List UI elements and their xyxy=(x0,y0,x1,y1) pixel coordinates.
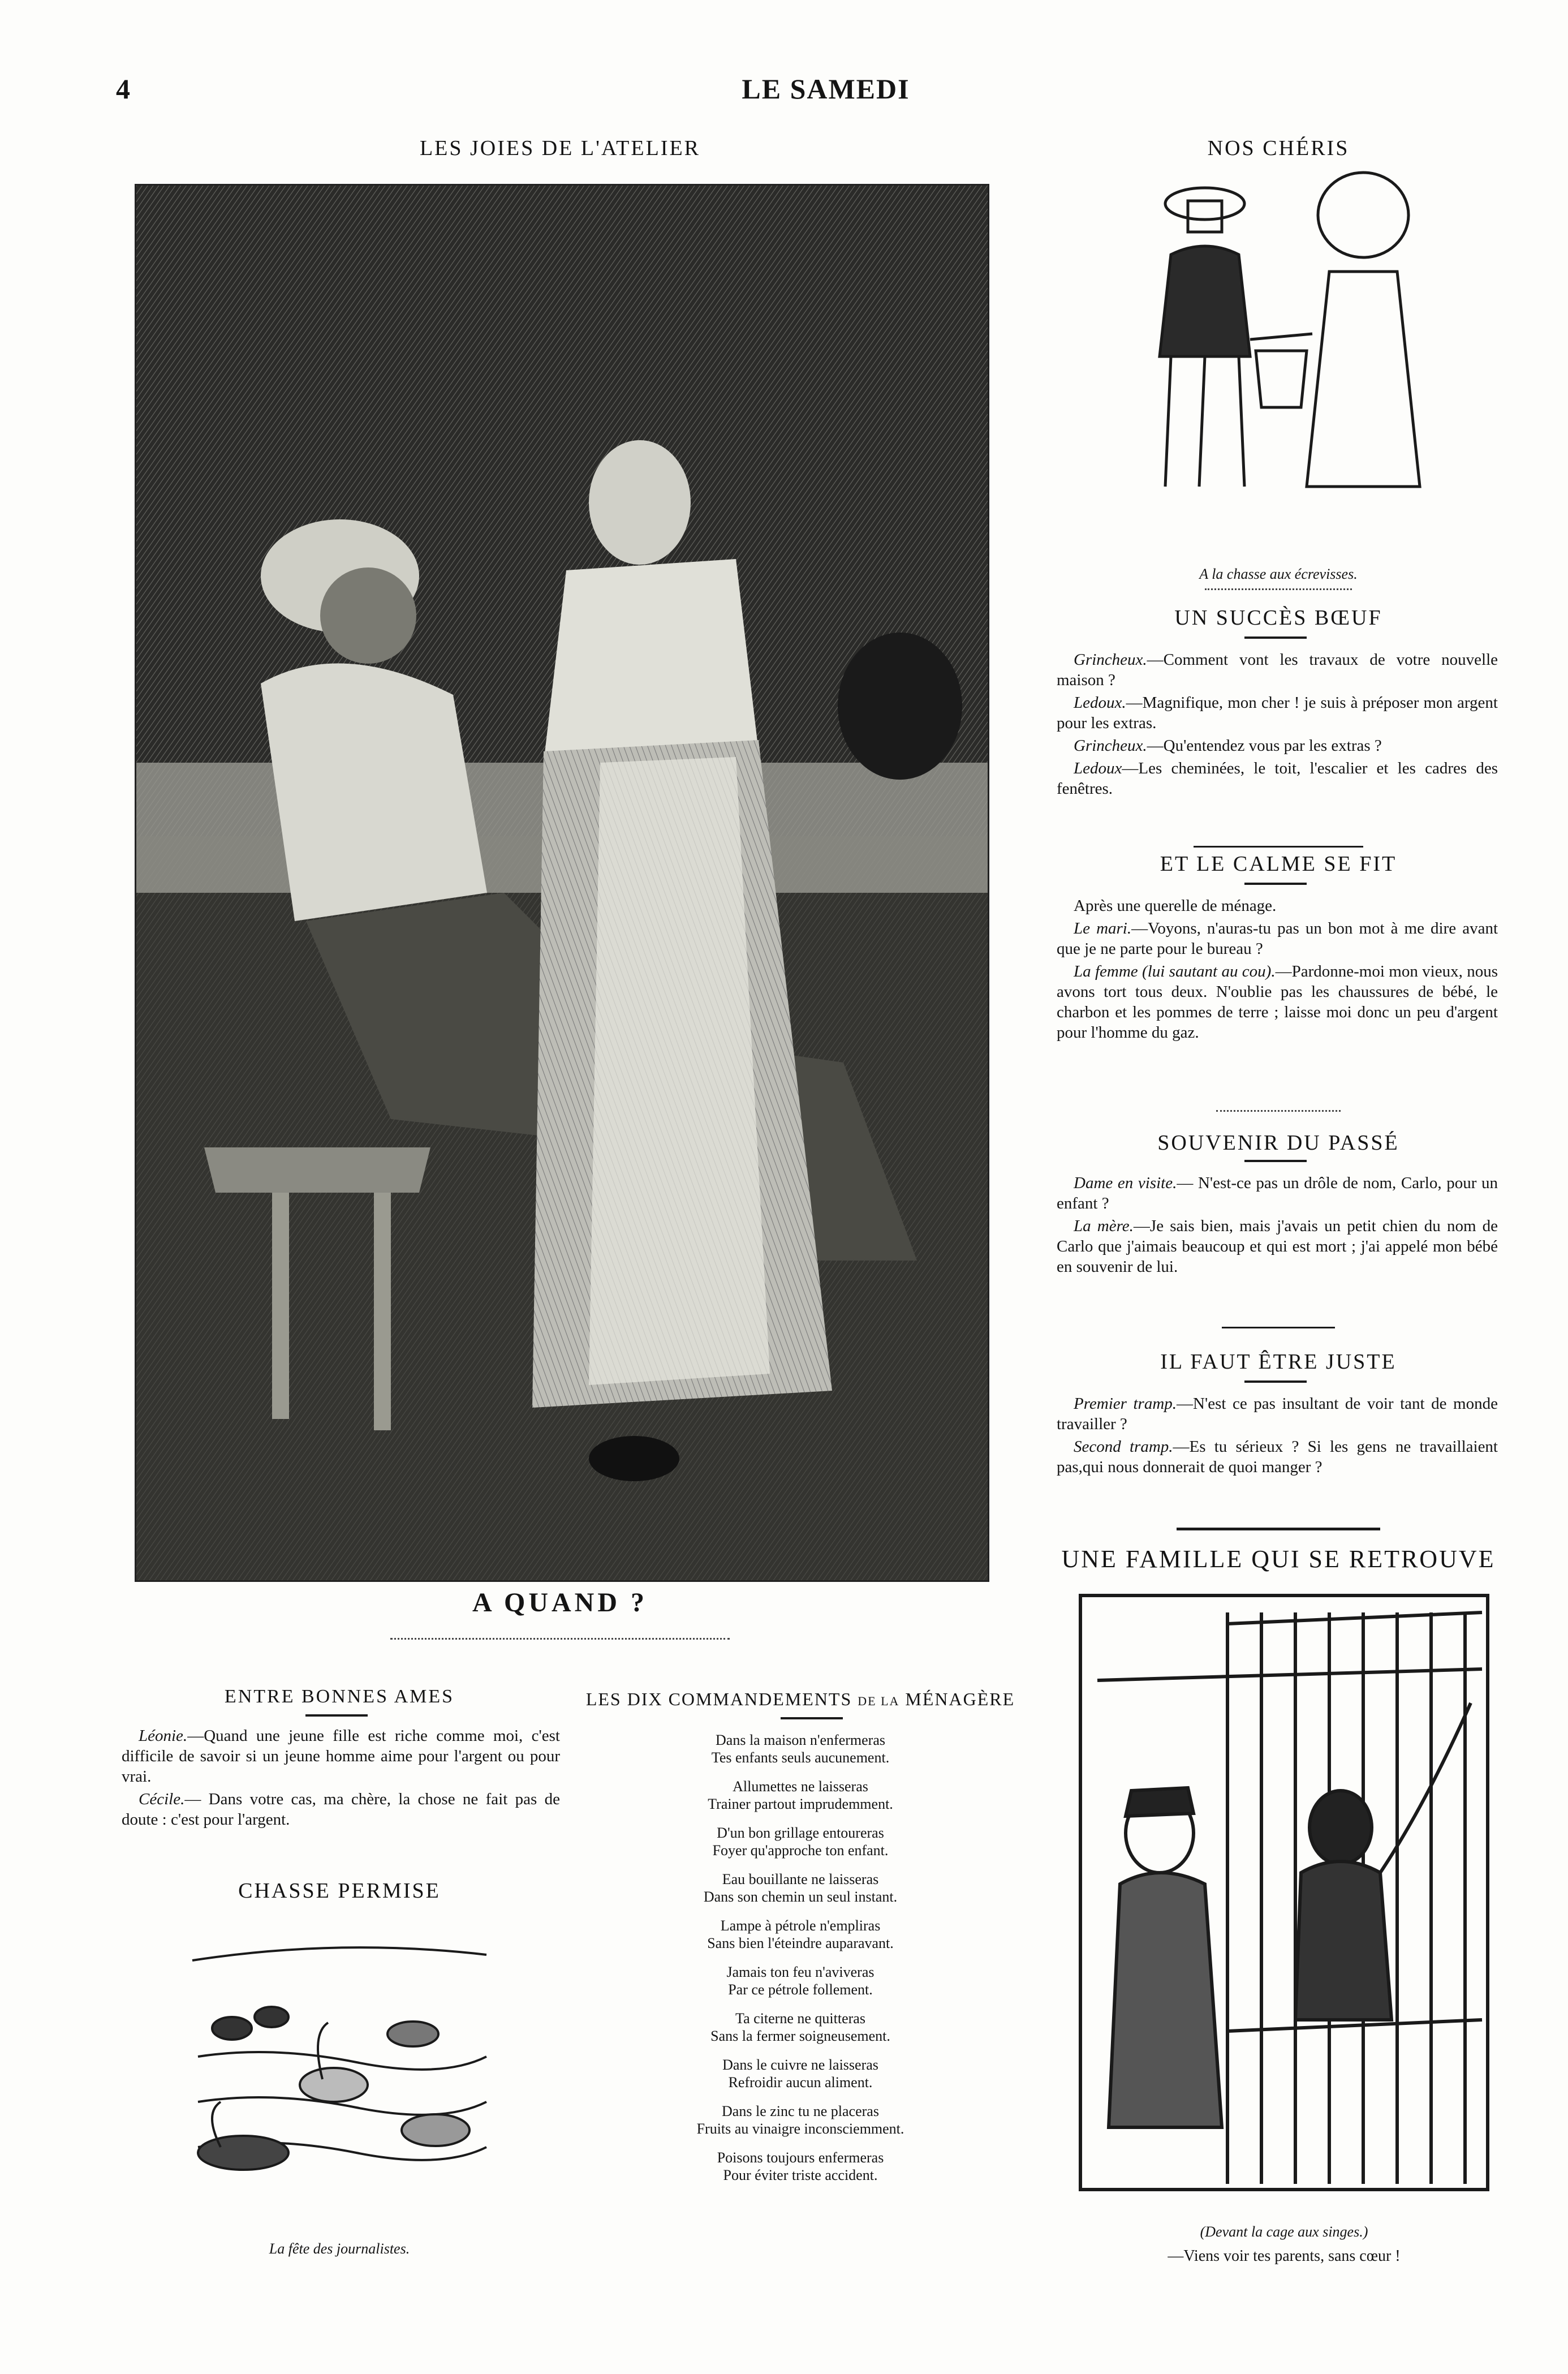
verse-line: D'un bon grillage entoureras xyxy=(717,1825,884,1841)
verse-line: Dans le cuivre ne laisseras xyxy=(722,2057,878,2073)
monkey-cage-image xyxy=(1075,1590,1493,2195)
souvenir-title: SOUVENIR DU PASSÉ xyxy=(1157,1131,1399,1155)
commandements-rule xyxy=(781,1717,843,1719)
verse-line: Dans son chemin un seul instant. xyxy=(703,1889,898,1905)
calme-title: ET LE CALME SE FIT xyxy=(1160,852,1397,876)
un-succes-rule xyxy=(1244,636,1307,639)
calme-text xyxy=(1057,896,1498,1045)
verse-line: Par ce pétrole follement. xyxy=(728,1981,873,1998)
children-illustration xyxy=(1126,170,1442,532)
famille-title: UNE FAMILLE QUI SE RETROUVE xyxy=(1061,1545,1496,1573)
speaker: Léonie. xyxy=(139,1727,188,1745)
verse-line: Sans bien l'éteindre auparavant. xyxy=(707,1935,894,1951)
calme-divider xyxy=(1216,1110,1341,1112)
verse-line: Tes enfants seuls aucunement. xyxy=(711,1749,890,1766)
speaker: Le mari. xyxy=(1074,919,1132,937)
commandements-title-end: MÉNAGÈRE xyxy=(905,1689,1015,1709)
verse-line: Lampe à pétrole n'empliras xyxy=(720,1917,881,1934)
dialogue-line: —Qu'entendez vous par les extras ? xyxy=(1147,737,1382,755)
stanza xyxy=(566,2056,1035,2091)
calme-rule xyxy=(1244,883,1307,885)
verse-line: Ta citerne ne quitteras xyxy=(735,2010,865,2027)
stanza xyxy=(566,1963,1035,1998)
nos-cheris-divider xyxy=(1205,588,1352,590)
dialogue-line: —Comment vont les travaux de votre nouvelle maison ? xyxy=(1057,651,1498,689)
dialogue-line: —Es tu sérieux ? Si les gens ne travaillaient pas,qui nous donnerait de quoi manger ? xyxy=(1057,1438,1498,1476)
juste-text xyxy=(1057,1394,1498,1480)
souvenir-text xyxy=(1057,1173,1498,1279)
verse-line: Sans la fermer soigneusement. xyxy=(710,2028,890,2044)
atelier-scene-image xyxy=(136,186,988,1580)
section-rule xyxy=(1222,1327,1335,1328)
section-rule xyxy=(1177,1528,1380,1530)
verse-line: Foyer qu'approche ton enfant. xyxy=(712,1842,889,1859)
monkey-cage-illustration xyxy=(1075,1590,1493,2195)
un-succes-text xyxy=(1057,650,1498,801)
stanza xyxy=(566,1731,1035,1766)
main-illustration-title: LES JOIES DE L'ATELIER xyxy=(419,136,701,160)
commandements-title-main: LES DIX COMMANDEMENTS xyxy=(585,1689,852,1709)
dialogue-line: — N'est-ce pas un drôle de nom, Carlo, pour un enfant ? xyxy=(1057,1174,1498,1212)
stanza xyxy=(566,1778,1035,1813)
speaker: Grincheux. xyxy=(1074,651,1147,669)
page-number: 4 xyxy=(116,73,131,105)
speaker: Premier tramp. xyxy=(1074,1395,1177,1413)
main-engraving xyxy=(135,184,989,1582)
main-illustration-caption: A QUAND ? xyxy=(472,1588,648,1618)
verse-line: Jamais ton feu n'aviveras xyxy=(726,1964,875,1980)
entre-title: ENTRE BONNES AMES xyxy=(224,1686,455,1707)
caption-divider xyxy=(390,1638,730,1640)
stanza xyxy=(566,2149,1035,2184)
famille-quote: —Viens voir tes parents, sans cœur ! xyxy=(1168,2247,1401,2265)
ducks-illustration xyxy=(187,1915,492,2187)
stanza xyxy=(566,1824,1035,1859)
entre-rule xyxy=(305,1714,368,1717)
verse-line: Dans la maison n'enfermeras xyxy=(716,1732,885,1748)
speaker: Ledoux xyxy=(1074,759,1122,777)
verse-line: Eau bouillante ne laisseras xyxy=(722,1871,879,1887)
children-bucket-image xyxy=(1126,170,1442,532)
speaker: Grincheux. xyxy=(1074,737,1147,755)
commandements-title xyxy=(566,1689,1035,1710)
juste-rule xyxy=(1244,1380,1307,1383)
verse-line: Pour éviter triste accident. xyxy=(723,2167,878,2183)
commandements-verses xyxy=(566,1731,1035,2195)
dialogue-line: —N'est ce pas insultant de voir tant de monde travailler ? xyxy=(1057,1395,1498,1433)
verse-line: Dans le zinc tu ne placeras xyxy=(722,2103,879,2119)
dialogue-line: —Les cheminées, le toit, l'escalier et les cadres des fenêtres. xyxy=(1057,759,1498,798)
verse-line: Allumettes ne laisseras xyxy=(733,1778,868,1795)
un-succes-title: UN SUCCÈS BŒUF xyxy=(1174,606,1382,630)
verse-line: Refroidir aucun aliment. xyxy=(728,2074,873,2091)
verse-line: Trainer partout imprudemment. xyxy=(708,1796,893,1812)
newspaper-title: LE SAMEDI xyxy=(742,73,910,105)
dialogue-line: —Voyons, n'auras-tu pas un bon mot à me dire avant que je ne parte pour le bureau ? xyxy=(1057,919,1498,958)
dialogue-line: —Magnifique, mon cher ! je suis à préposer mon argent pour les extras. xyxy=(1057,694,1498,732)
speaker: Ledoux. xyxy=(1074,694,1126,712)
stanza xyxy=(566,2102,1035,2138)
dialogue-line: — Dans votre cas, ma chère, la chose ne fait pas de doute : c'est pour l'argent. xyxy=(122,1790,560,1829)
speaker: Second tramp. xyxy=(1074,1438,1173,1456)
nos-cheris-title: NOS CHÉRIS xyxy=(1207,136,1350,160)
stanza xyxy=(566,1870,1035,1906)
speaker: La mère. xyxy=(1074,1217,1134,1235)
speaker: Cécile. xyxy=(139,1790,185,1808)
verse-line: Fruits au vinaigre inconsciemment. xyxy=(696,2121,904,2137)
famille-caption: (Devant la cage aux singes.) xyxy=(1200,2224,1368,2240)
speaker: La femme (lui sautant au cou). xyxy=(1074,962,1276,980)
dialogue-line: —Quand une jeune fille est riche comme moi, c'est difficile de savoir si un jeune homme aime pour l'argent ou pour vrai. xyxy=(122,1727,560,1786)
stanza xyxy=(566,2010,1035,2045)
souvenir-rule xyxy=(1244,1160,1307,1162)
juste-title: IL FAUT ÊTRE JUSTE xyxy=(1160,1350,1397,1374)
dialogue-line: —Pardonne-moi mon vieux, nous avons tort tous deux. N'oublie pas les chaussures de bébé, le charbon et les pommes de terre ; laisse moi donc un peu d'argent pour l'homme du gaz. xyxy=(1057,962,1498,1042)
nos-cheris-caption: A la chasse aux écrevisses. xyxy=(1199,566,1358,582)
chasse-caption: La fête des journalistes. xyxy=(269,2240,410,2257)
calme-intro: Après une querelle de ménage. xyxy=(1074,897,1277,915)
stanza xyxy=(566,1917,1035,1952)
ducks-image xyxy=(187,1915,492,2187)
verse-line: Poisons toujours enfermeras xyxy=(717,2149,884,2166)
dialogue-line: —Je sais bien, mais j'avais un petit chien du nom de Carlo que j'aimais beaucoup et qui est mort ; j'ai appelé mon bébé en souvenir de lui. xyxy=(1057,1217,1498,1276)
entre-text xyxy=(122,1726,560,1832)
chasse-title: CHASSE PERMISE xyxy=(238,1879,441,1903)
section-rule xyxy=(1194,846,1363,848)
commandements-title-small: DE LA xyxy=(858,1694,900,1708)
speaker: Dame en visite. xyxy=(1074,1174,1177,1192)
